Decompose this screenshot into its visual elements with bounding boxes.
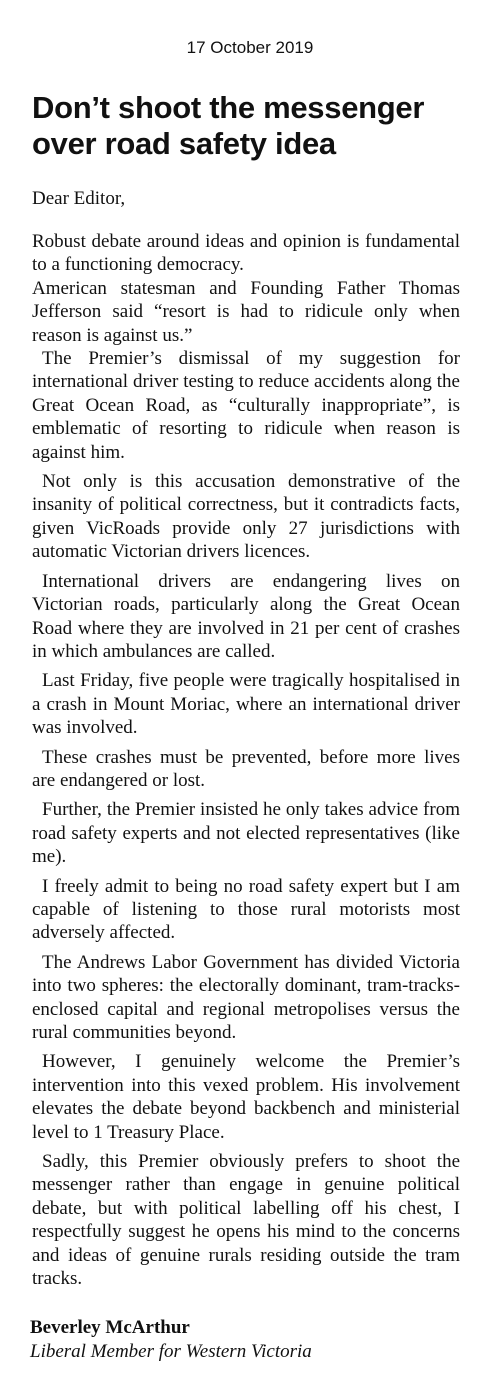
paragraph: The Andrews Labor Government has divided Victoria into two spheres: the electorally dominant, tram-tracks-enclosed capital and regional metropolises versus the rural communities beyond. (32, 951, 460, 1043)
letter-body (32, 230, 460, 1290)
publication-date: 17 October 2019 (186, 38, 314, 57)
signature-title: Liberal Member for Western Victoria (30, 1341, 312, 1362)
paragraph: International drivers are endangering lives on Victorian roads, particularly along the Great Ocean Road where they are involved in 21 per cent of crashes in which ambulances are called. (32, 570, 460, 662)
paragraph: However, I genuinely welcome the Premier’s intervention into this vexed problem. His involvement elevates the debate beyond backbench and ministerial level to 1 Treasury Place. (32, 1051, 460, 1143)
paragraph: Not only is this accusation demonstrative of the insanity of political correctness, but it contradicts facts, given VicRoads provide only 27 jurisdictions with automatic Victorian drivers licences. (32, 471, 460, 563)
paragraph: The Premier’s dismissal of my suggestion for international driver testing to reduce accidents along the Great Ocean Road, as “culturally inappropriate”, is emblematic of resorting to ridicule when reason is against him. (32, 348, 460, 463)
signature-name: Beverley McArthur (30, 1317, 190, 1338)
paragraph: These crashes must be prevented, before more lives are endangered or lost. (32, 746, 460, 791)
salutation: Dear Editor, (32, 188, 126, 209)
paragraph: I freely admit to being no road safety expert but I am capable of listening to those rural motorists most adversely affected. (32, 875, 460, 944)
headline: Don’t shoot the messenger over road safety idea (32, 90, 425, 161)
paragraph: Sadly, this Premier obviously prefers to shoot the messenger rather than engage in genuine political debate, but with political labelling off his chest, I respectfully suggest he opens his mind to the concerns and ideas of genuine rurals residing outside the tram tracks. (32, 1151, 460, 1290)
paragraph: American statesman and Founding Father Thomas Jefferson said “resort is had to ridicule only when reason is against us.” (32, 277, 460, 346)
paragraph: Last Friday, five people were tragically hospitalised in a crash in Mount Moriac, where an international driver was involved. (32, 670, 460, 739)
paragraph: Robust debate around ideas and opinion is fundamental to a functioning democracy. (32, 231, 460, 276)
paragraph: Further, the Premier insisted he only takes advice from road safety experts and not elected representatives (like me). (32, 799, 460, 868)
